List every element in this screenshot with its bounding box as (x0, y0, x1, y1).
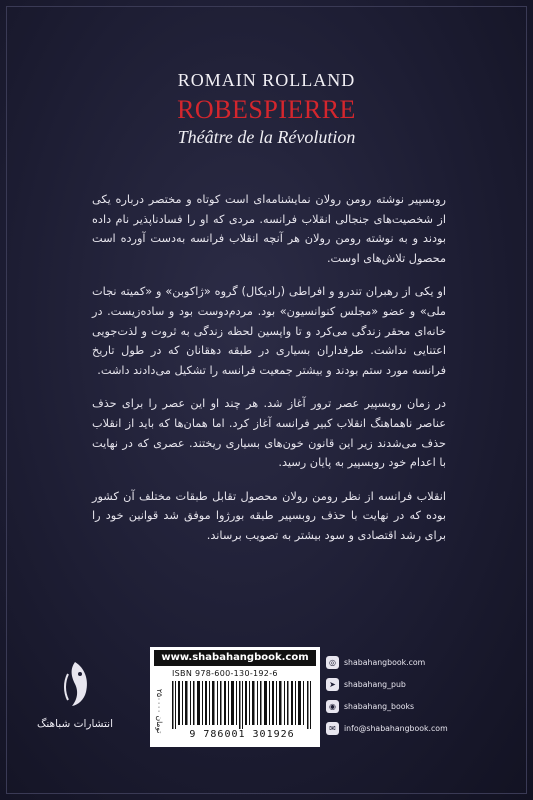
publisher-name: انتشارات شباهنگ (36, 718, 114, 730)
book-subtitle: Théâtre de la Révolution (177, 127, 356, 147)
contact-text: shabahang_books (344, 701, 415, 711)
contact-text: shabahang_pub (344, 679, 406, 689)
contact-list (326, 651, 448, 739)
back-cover-blurb (92, 190, 446, 560)
blurb-paragraph: او یکی از رهبران تندرو و افراطی (رادیکال) گروه «ژاکوبن» و «کمیته نجات ملی» و عضو «مجلس کنوانسیون» بود. مردم‌دوست بود و ساده‌زیست. در خانه‌ای محقر زندگی می‌کرد و تا واپسین لحظه زندگی به ثروت و لذت‌جویی اعتنایی نداشت. طرفداران بسیاری در طبقه دهقانان که در طول تاریخ فرانسه مورد ستم بودند و بیشتر جمعیت فرانسه را تشکیل می‌دادند داشت. (92, 285, 446, 377)
email-icon: ✉ (326, 722, 339, 735)
barcode-number: 9 786001 301926 (189, 729, 295, 740)
contact-email[interactable] (326, 717, 448, 739)
blurb-paragraph: انقلاب فرانسه از نظر رومن رولان محصول تقابل طبقات مختلف آن کشور بوده که در نهایت با حذف روبسپیر طبقه بورژوا موفق شد قوانین خود را برای رشد اقتصادی و سود بیشتر به تصویب برساند. (92, 489, 446, 542)
price-label: ۲۵۰۰۰۰ تومان (155, 688, 164, 734)
contact-text: shabahangbook.com (344, 657, 426, 667)
contact-telegram[interactable] (326, 673, 448, 695)
publisher-logo-icon (58, 660, 92, 708)
contact-website[interactable] (326, 651, 448, 673)
isbn-label: ISBN 978-600-130-192-6 (172, 669, 278, 678)
instagram-icon: ◉ (326, 700, 339, 713)
publisher-block (30, 660, 120, 730)
blurb-paragraph: روبسپیر نوشته رومن رولان نمایشنامه‌ای است کوتاه و مختصر درباره یکی از شخصیت‌های جنجالی انقلاب فرانسه. مردی که او را فسادناپذیر نام داده بودند و به نوشته رومن رولان هر آنچه انقلاب فرانسه به‌دست آورده است محصول تلاش‌های اوست. (92, 193, 446, 265)
barcode-box (150, 647, 320, 747)
blurb-paragraph: در زمان روبسپیر عصر ترور آغاز شد. هر چند او این عصر را برای حذف عناصر ناهماهنگ انقلاب کبیر فرانسه آغاز کرد. اما همان‌ها که باید از انقلاب حذف می‌شدند زیر این قانون خون‌های بسیاری ریختند. عصری که در نهایت با اعدام خود روبسپیر به پایان رسید. (92, 397, 446, 470)
barcode-bars (170, 681, 314, 729)
telegram-icon: ➤ (326, 678, 339, 691)
contact-instagram[interactable] (326, 695, 448, 717)
contact-text: info@shabahangbook.com (344, 723, 448, 733)
globe-icon: ◎ (326, 656, 339, 669)
cover-header (0, 70, 533, 148)
barcode-website: www.shabahangbook.com (154, 650, 316, 666)
author-name: ROMAIN ROLLAND (177, 70, 356, 90)
book-title: ROBESPIERRE (177, 95, 356, 124)
